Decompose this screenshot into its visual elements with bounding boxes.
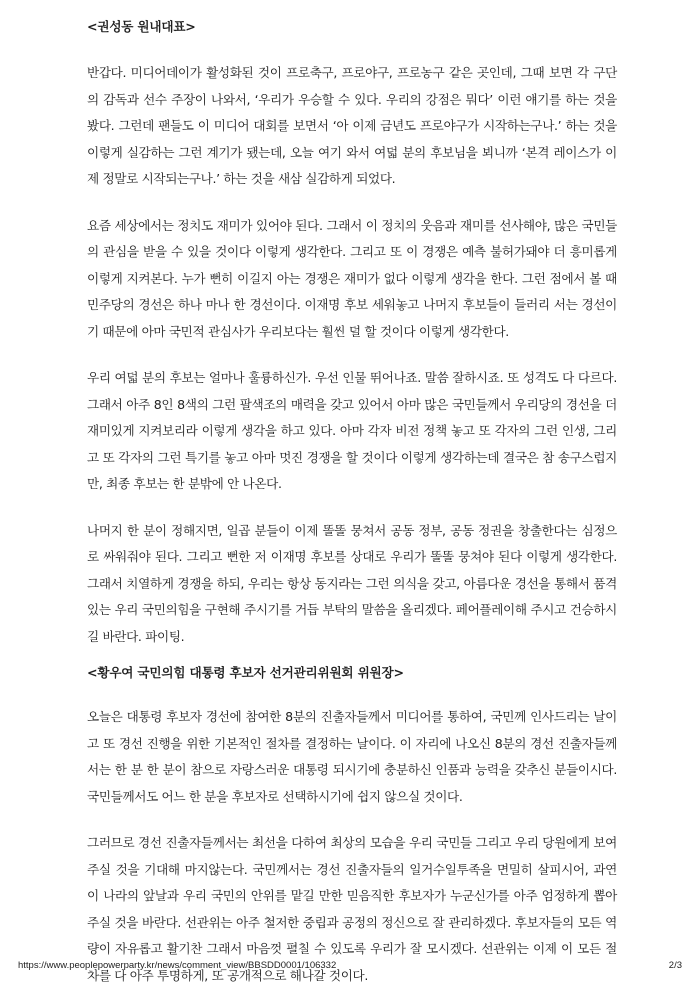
- content-area: [87, 14, 617, 989]
- paragraph: 그러므로 경선 진출자들께서는 최선을 다하여 최상의 모습을 우리 국민들 그리고 우리 당원에게 보여주실 것을 기대해 마지않는다. 국민께서는 경선 진출자들의 일거수일투족을 면밀히 살피시어, 과연 이 나라의 앞날과 우리 국민의 안위를 맡길 만한 믿음직한 후보자가 누군신가를 아주 엄정하게 뽑아주실 것을 바란다. 선관위는 아주 철저한 중립과 공정의 정신으로 잘 관리하겠다. 후보자들의 모든 역량이 자유롭고 활기찬 그래서 마음껏 펼칠 수 있도록 우리가 잘 모시겠다. 선관위는 이제 이 모든 절차를 다 아주 투명하게, 또 공개적으로 해나갈 것이다.: [87, 835, 617, 983]
- footer-url: https://www.peoplepowerparty.kr/news/comment_view/BBSDD0001/106332: [18, 960, 337, 971]
- paragraph: 나머지 한 분이 정해지면, 일곱 분들이 이제 똘똘 뭉쳐서 공동 정부, 공동 정권을 창출한다는 심정으로 싸워줘야 된다. 그리고 뻔한 저 이재명 후보를 상대로 우리가 똘똘 뭉쳐야 된다 이렇게 생각한다. 그래서 치열하게 경쟁을 하되, 우리는 항상 동지라는 그런 의식을 갖고, 아름다운 경선을 통해서 품격 있는 우리 국민의힘을 구현해 주시기를 거듭 부탁의 말씀을 올리겠다. 페어플레이해 주시고 건승하시길 바란다. 파이팅.: [87, 522, 617, 644]
- paragraph: 오늘은 대통령 후보자 경선에 참여한 8분의 진출자들께서 미디어를 통하여, 국민께 인사드리는 날이고 또 경선 진행을 위한 기본적인 절차를 결정하는 날이다. 이 자리에 나오신 8분의 경선 진출자들께서는 한 분 한 분이 참으로 자랑스러운 대통령 되시기에 충분하신 인품과 능력을 갖추신 분들이시다. 국민들께서도 어느 한 분을 후보자로 선택하시기에 쉽지 않으실 것이다.: [87, 709, 617, 804]
- page-footer: [18, 960, 682, 971]
- paragraph: 우리 여덟 분의 후보는 얼마나 훌륭하신가. 우선 인물 뛰어나죠. 말씀 잘하시죠. 또 성격도 다 다르다. 그래서 아주 8인 8색의 그런 팔색조의 매력을 갖고 있어서 아마 많은 국민들께서 우리당의 경선을 더 재미있게 지켜보리라 이렇게 생각을 하고 있다. 아마 각자 비전 정책 놓고 또 각자의 그런 인생, 그리고 또 각자의 그런 특기를 놓고 아마 멋진 경쟁을 할 것이다 이렇게 생각하는데 결국은 참 송구스럽지만, 최종 후보는 한 분밖에 안 나온다.: [87, 370, 617, 491]
- paragraph: 반갑다. 미디어데이가 활성화된 것이 프로축구, 프로야구, 프로농구 같은 곳인데, 그때 보면 각 구단의 감독과 선수 주장이 나와서, ‘우리가 우승할 수 있다. 우리의 강점은 뭐다’ 이런 얘기를 하는 것을 봤다. 그런데 팬들도 이 미디어 대회를 보면서 ‘아 이제 금년도 프로야구가 시작하는구나.’ 하는 것을 이렇게 실감하는 그런 계기가 됐는데, 오늘 여기 와서 여덟 분의 후보님을 뵈니까 ‘본격 레이스가 이제 정말로 시작되는구나.’ 하는 것을 새삼 실감하게 되었다.: [87, 65, 617, 186]
- page-number: 2/3: [668, 960, 682, 971]
- paragraph: 요즘 세상에서는 정치도 재미가 있어야 된다. 그래서 이 정치의 웃음과 재미를 선사해야, 많은 국민들의 관심을 받을 수 있을 것이다 이렇게 생각한다. 그리고 또 이 경쟁은 예측 불허가돼야 더 흥미롭게 이렇게 지켜본다. 누가 뻔히 이길지 아는 경쟁은 재미가 없다 이렇게 생각을 한다. 그런 점에서 볼 때 민주당의 경선은 하나 마나 한 경선이다. 이재명 후보 세워놓고 나머지 후보들이 들러리 서는 경선이기 때문에 아마 국민적 관심사가 우리보다는 훨씬 덜 할 것이다 이렇게 생각한다.: [87, 217, 617, 339]
- section-heading-hwang: <황우여 국민의힘 대통령 후보자 선거관리위원회 위원장>: [87, 665, 404, 680]
- section-heading-kwon: <권성동 원내대표>: [87, 19, 196, 34]
